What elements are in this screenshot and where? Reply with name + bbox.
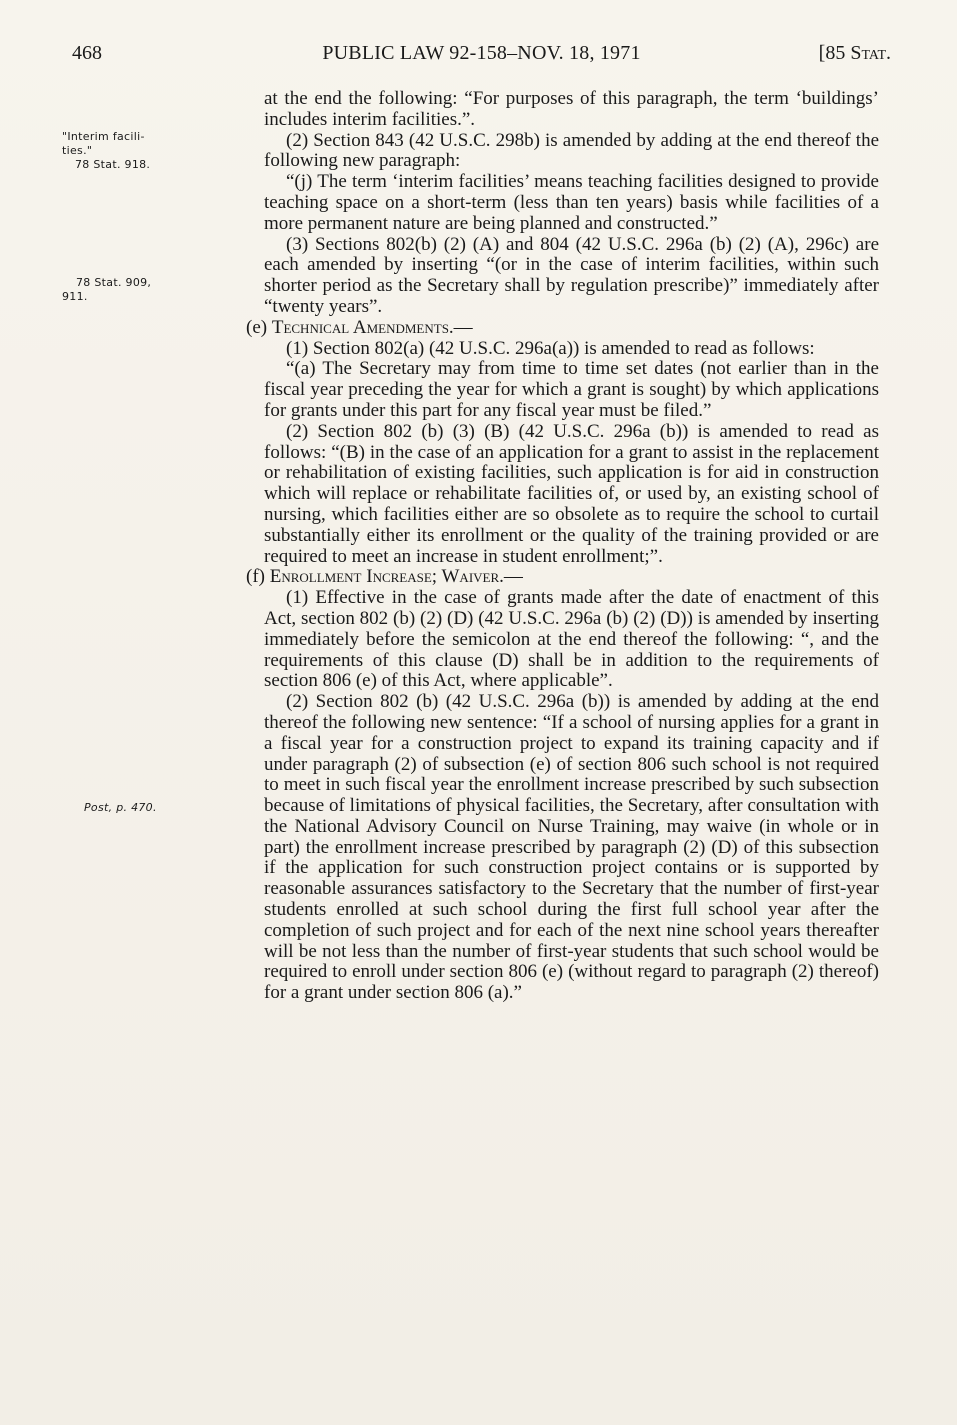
page-header bbox=[72, 42, 891, 70]
paragraph-3: (3) Sections 802(b) (2) (A) and 804 (42 U.S.C. 296a (b) (2) (A), 296c) are each amended by inserting “(or in the case of interim facilities, within such shorter period as the Secretary shall by regulation prescribe)” immediately after “twenty years”. bbox=[264, 233, 879, 317]
heading-label: (e) bbox=[246, 316, 272, 338]
section-heading-e bbox=[246, 318, 879, 339]
margin-note-line: ties." bbox=[62, 144, 93, 157]
volume-reference bbox=[819, 42, 891, 65]
heading-label: (f) bbox=[246, 566, 270, 588]
heading-title: Technical Amendments.— bbox=[271, 316, 473, 338]
paragraph-continuation: at the end the following: “For purposes of this paragraph, the term ‘buildings’ includes interim facilities.”. bbox=[264, 88, 879, 130]
paragraph-e2: (2) Section 802 (b) (3) (B) (42 U.S.C. 296a (b)) is amended to read as follows: “(B) in the case of an application for a grant to assist in the replacement or rehabilitation of existing facilities, such application is for aid in construction which will replace or rehabilitate facilities of, or used by, an existing school of nursing, which facilities either are so obsolete as to require the school to curtail substantially either its enrollment or the quality of the training provided or are required to meet an increase in student enrollment;”. bbox=[264, 420, 879, 567]
margin-note-line: 911. bbox=[62, 290, 88, 303]
margin-note-line: 78 Stat. 918. bbox=[75, 158, 151, 171]
margin-note-line: 78 Stat. 909, bbox=[76, 276, 152, 289]
volume-stat: Stat. bbox=[850, 42, 891, 64]
paragraph-e1: (1) Section 802(a) (42 U.S.C. 296a(a)) is amended to read as follows: bbox=[286, 337, 815, 359]
volume-prefix: [85 bbox=[818, 42, 851, 64]
statute-text bbox=[246, 88, 879, 1004]
paragraph-2: (2) Section 843 (42 U.S.C. 298b) is amended by adding at the end thereof the following new paragraph: bbox=[264, 129, 879, 172]
paragraph-f2: (2) Section 802 (b) (42 U.S.C. 296a (b)) is amended by adding at the end thereof the following new sentence: “If a school of nursing applies for a grant in a fiscal year for a construction project to expand its training capacity and if under paragraph (2) of subsection (e) of section 806 such school is not required to meet in such fiscal year the enrollment increase prescribed by such subsection because of limitations of physical facilities, the Secretary, after consultation with the National Advisory Council on Nurse Training, may waive (in whole or in part) the enrollment increase prescribed by paragraph (2) (D) of this subsection if the application for such construction project contains or is supported by reasonable assurances satisfactory to the Secretary that the number of first-year students enrolled at such school during the first full school year after the completion of such project and for each of the next nine school years thereafter will be not less than the number of first-year students that such school would be required to enroll under section 806 (e) (without regard to paragraph (2) thereof) for a grant under section 806 (a).” bbox=[264, 691, 879, 1004]
section-heading-f bbox=[246, 567, 879, 588]
page-number: 468 bbox=[72, 42, 102, 64]
paragraph-f1: (1) Effective in the case of grants made after the date of enactment of this Act, section 802 (b) (2) (D) (42 U.S.C. 296a (b) (2) (D)) is amended by inserting immediately before the semicolon at the end thereof the following: “, and the requirements of this clause (D) shall be in addition to the requirements of section 806 (e) of this Act, where applicable”. bbox=[264, 587, 879, 692]
running-title: PUBLIC LAW 92-158–NOV. 18, 1971 bbox=[322, 42, 641, 64]
margin-note-post: Post, p. 470. bbox=[84, 801, 157, 814]
margin-note-interim-facilities bbox=[62, 130, 232, 172]
margin-note-line: "Interim facili- bbox=[62, 130, 145, 143]
margin-note-78-stat-909 bbox=[62, 276, 232, 304]
paragraph-quoted-j: “(j) The term ‘interim facilities’ means teaching facilities designed to provide teaching space on a short-term (less than ten years) basis while facilities of a more permanent nature are being planned and constructed.” bbox=[264, 171, 879, 234]
heading-title: Enrollment Increase; Waiver.— bbox=[269, 566, 523, 588]
paragraph-quoted-a: “(a) The Secretary may from time to time set dates (not earlier than in the fiscal year preceding the year for which a grant is sought) by which applications for grants under this part for any fiscal year must be filed.” bbox=[264, 358, 879, 421]
